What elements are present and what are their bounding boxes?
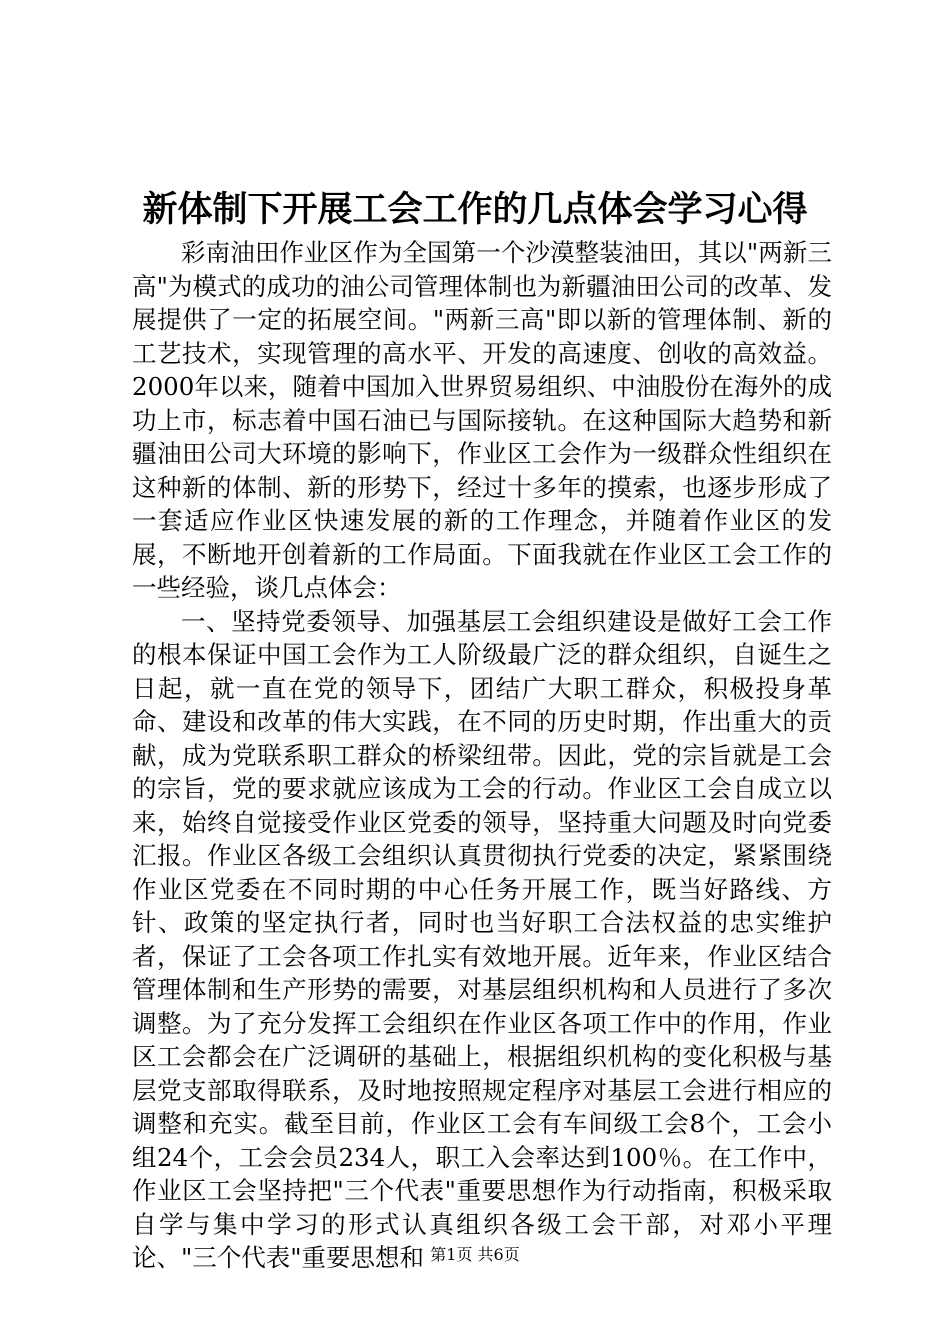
- page-footer: 第1页 共6页: [430, 1245, 520, 1264]
- paragraph-intro: 彩南油田作业区作为全国第一个沙漠整装油田，其以"两新三高"为模式的成功的油公司管理体制也为新疆油田公司的改革、发展提供了一定的拓展空间。"两新三高"即以新的管理体制、新的工艺技术，实现管理的高水平、开发的高速度、创收的高效益。2000年以来，随着中国加入世界贸易组织、中油股份在海外的成功上市，标志着中国石油已与国际接轨。在这种国际大趋势和新疆油田公司大环境的影响下，作业区工会作为一级群众性组织在这种新的体制、新的形势下，经过十多年的摸索，也逐步形成了一套适应作业区快速发展的新的工作理念，并随着作业区的发展，不断地开创着新的工作局面。下面我就在作业区工会工作的一些经验，谈几点体会：: [132, 238, 832, 602]
- paragraph-section-one: 一、坚持党委领导、加强基层工会组织建设是做好工会工作的根本保证中国工会作为工人阶级最广泛的群众组织，自诞生之日起，就一直在党的领导下，团结广大职工群众，积极投身革命、建设和改革的伟大实践，在不同的历史时期，作出重大的贡献，成为党联系职工群众的桥梁纽带。因此，党的宗旨就是工会的宗旨，党的要求就应该成为工会的行动。作业区工会自成立以来，始终自觉接受作业区党委的领导，坚持重大问题及时向党委汇报。作业区各级工会组织认真贯彻执行党委的决定，紧紧围绕作业区党委在不同时期的中心任务开展工作，既当好路线、方针、政策的坚定执行者，同时也当好职工合法权益的忠实维护者，保证了工会各项工作扎实有效地开展。近年来，作业区结合管理体制和生产形势的需要，对基层组织机构和人员进行了多次调整。为了充分发挥工会组织在作业区各项工作中的作用，作业区工会都会在广泛调研的基础上，根据组织机构的变化积极与基层党支部取得联系，及时地按照规定程序对基层工会进行相应的调整和充实。截至目前，作业区工会有车间级工会8个，工会小组24个，工会会员234人，职工入会率达到100％。在工作中，作业区工会坚持把"三个代表"重要思想作为行动指南，积极采取自学与集中学习的形式认真组织各级工会干部，对邓小平理论、"三个代表"重要思想和: [132, 606, 832, 1272]
- document-body: [132, 236, 832, 1275]
- document-title: 新体制下开展工会工作的几点体会学习心得: [142, 189, 808, 230]
